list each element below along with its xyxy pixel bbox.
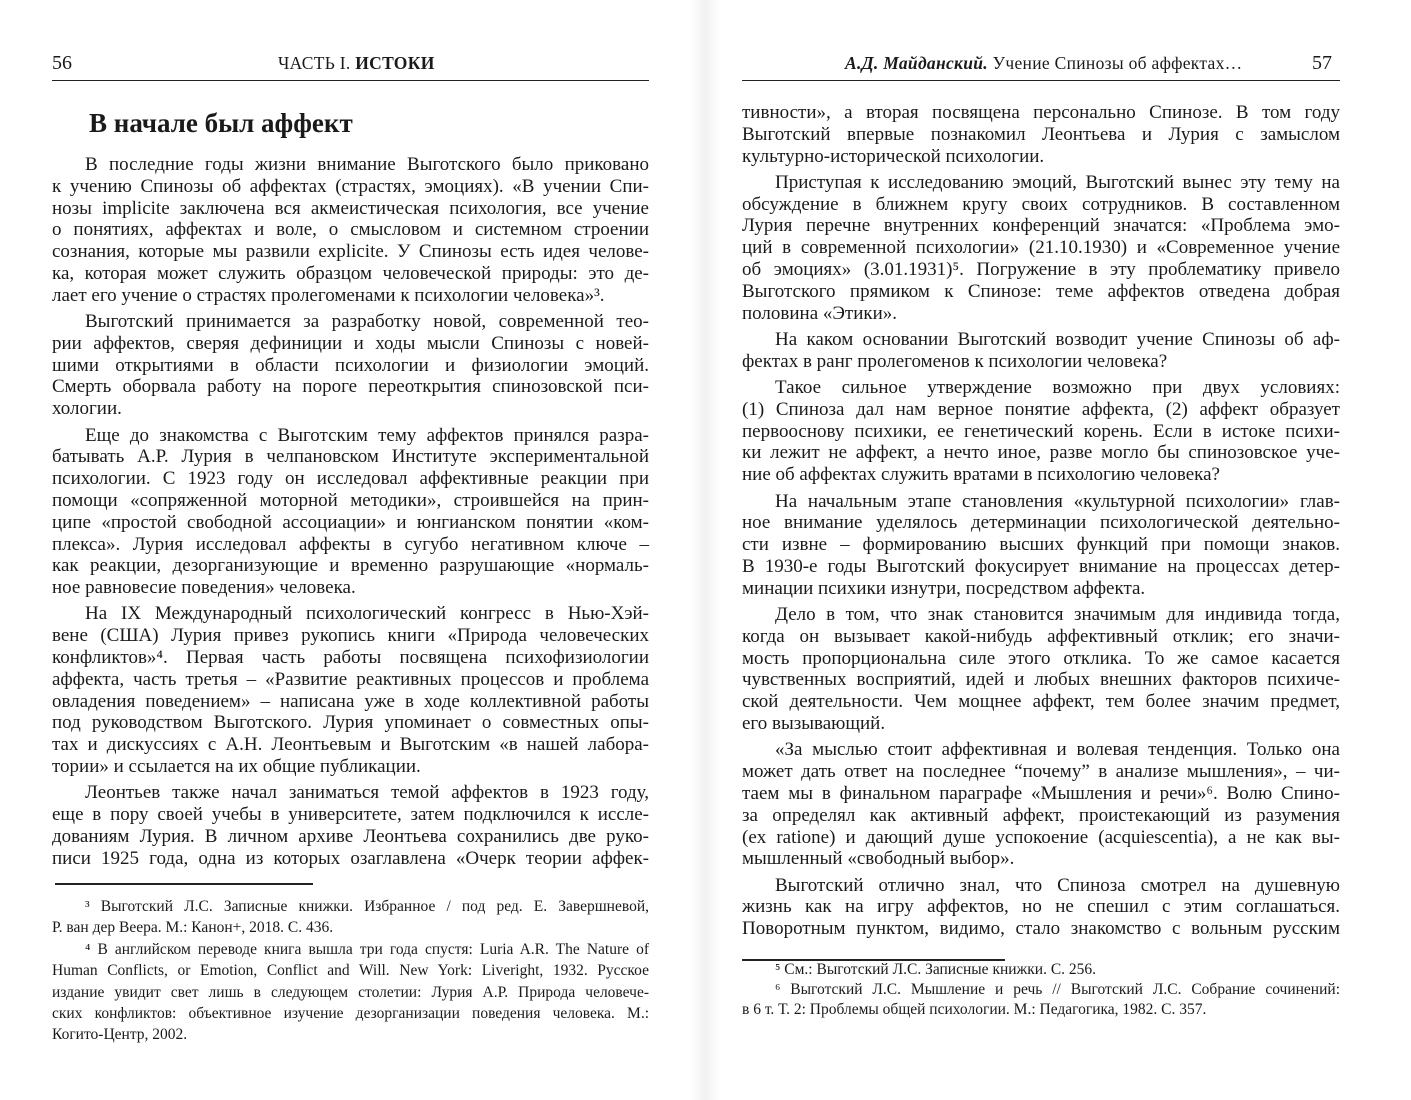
paragraph <box>52 154 649 307</box>
text-line: первооснову психики, ее генетический корень. Если в истоке психи- <box>742 420 1340 442</box>
text-line: мышленный «свободный выбор». <box>742 848 1015 870</box>
footnote-line: ³ Выготский Л.С. Записные книжки. Избранное / под ред. Е. Завершневой, <box>85 898 649 915</box>
text-line: шими открытиями в области психологии и физиологии эмоций. <box>52 354 649 376</box>
right-page <box>742 0 1340 1100</box>
text-line: под руководством Выготского. Лурия упоминает о совместных опы- <box>52 712 649 734</box>
text-line: батывать А.Р. Лурия в челпановском Институте экспериментальной <box>52 446 649 468</box>
text-line: (1) Спиноза дал нам верное понятие аффекта, (2) аффект образует <box>742 398 1340 420</box>
running-header <box>52 50 649 81</box>
book-gutter <box>690 0 720 1100</box>
text-line: ской деятельности. Чем мощнее аффект, тем более значим предмет, <box>742 691 1340 713</box>
page-number: 56 <box>52 52 72 74</box>
text-line: о понятиях, аффектах и воле, о смысловом и системном строении <box>52 219 649 241</box>
footnote-rule <box>55 883 313 885</box>
paragraph <box>742 172 1340 325</box>
text-line: помощи «сопряженной моторной методики», строившейся на прин- <box>52 489 649 511</box>
paragraph <box>52 311 649 420</box>
text-line: Смерть оборвала работу на пороге переоткрытия спинозовской пси- <box>52 376 649 398</box>
footnote <box>742 960 1340 980</box>
footnote <box>52 939 649 1046</box>
running-head <box>278 53 435 74</box>
text-line: Дело в том, что знак становится значимым для индивида тогда, <box>775 604 1340 626</box>
running-head-author: А.Д. Майданский. <box>845 53 988 73</box>
page-number: 57 <box>1312 52 1332 74</box>
text-line: фектах в ранг пролегоменов к психологии человека? <box>742 350 1168 372</box>
text-line: ципе «простой свободной ассоциации» и юнгианском понятии «ком- <box>52 511 649 533</box>
left-page <box>52 0 649 1100</box>
text-line: сти извне – формированию высших функций при помощи знаков. <box>742 534 1340 556</box>
text-line: На начальным этапе становления «культурной психологии» глав- <box>775 490 1340 512</box>
text-line: культурно-исторической психологии. <box>742 145 1045 167</box>
text-line: ное внимание уделялось детерминации психологической деятельно- <box>742 512 1340 534</box>
paragraph <box>742 875 1340 940</box>
text-line: Такое сильное утверждение возможно при двух условиях: <box>775 377 1340 399</box>
text-line: В 1930-е годы Выготский фокусирует внимание на процессах детер- <box>742 555 1340 577</box>
text-line: ние об аффектах служить вратами в психологию человека? <box>742 464 1220 486</box>
text-line: ка, которая может служить образцом человеческой природы: это де- <box>52 262 649 284</box>
text-line: об эмоциях» (3.01.1931)⁵. Погружение в эту проблематику привело <box>742 259 1340 281</box>
body-text <box>742 102 1340 940</box>
text-line: еще в пору своей учебы в университете, затем подключился к иссле- <box>52 804 649 826</box>
paragraph <box>742 604 1340 735</box>
text-line: В последние годы жизни внимание Выготского было приковано <box>85 154 649 175</box>
body-text <box>52 154 649 870</box>
footnote-line: ⁵ См.: Выготский Л.С. Записные книжки. С. 256. <box>775 961 1097 978</box>
text-line: когда он вызывает какой-нибудь аффективный отклик; его значи- <box>742 625 1340 647</box>
paragraph <box>52 603 649 777</box>
footnote-line: Human Conflicts, or Emotion, Conflict and Will. New York: Liveright, 1932. Русское <box>52 962 649 980</box>
text-line: чувственных восприятий, идей и любых внешних факторов психиче- <box>742 669 1340 691</box>
text-line: Еще до знакомства с Выготским тему аффектов принялся разра- <box>85 424 649 446</box>
running-head <box>845 53 1242 74</box>
text-line: как реакции, дезорганизующие и временно разрушающие «нормаль- <box>52 555 649 577</box>
text-line: половина «Этики». <box>742 302 898 324</box>
text-line: овладения поведением» – написана уже в ходе коллективной работы <box>52 690 649 712</box>
running-head-title: ИСТОКИ <box>355 53 435 73</box>
text-line: хологии. <box>52 398 122 420</box>
text-line: вене (США) Лурия привез рукопись книги «Природа человеческих <box>52 625 649 647</box>
paragraph <box>52 782 649 869</box>
text-line: Выготский принимается за разработку новой, современной тео- <box>85 311 649 333</box>
text-line: лает его учение о страстях пролегоменами к психологии человека»³. <box>52 284 605 306</box>
text-line: психологии. С 1923 году он исследовал аффективные реакции при <box>52 468 649 490</box>
text-line: конфликтов»⁴. Первая часть работы посвящена психофизиологии <box>52 647 649 669</box>
footnote <box>52 896 649 939</box>
footnote-line: Когито-Центр, 2002. <box>52 1026 188 1044</box>
text-line: Поворотным пунктом, видимо, стало знакомство с вольным русским <box>742 918 1340 940</box>
text-line: На IX Международный психологический конгресс в Нью-Хэй- <box>85 603 649 625</box>
text-line: На каком основании Выготский возводит учение Спинозы об аф- <box>775 328 1340 350</box>
text-line: плекса». Лурия исследовал аффекты в сугубо негативном ключе – <box>52 533 649 555</box>
footnote-line: ⁴ В английском переводе книга вышла три года спустя: Luria A.R. The Nature of <box>85 940 649 958</box>
text-line: может дать ответ на последнее “почему” в анализе мышления», – чи- <box>742 761 1340 783</box>
footnote-line: ⁶ Выготский Л.С. Мышление и речь // Выготский Л.С. Собрание сочинений: <box>775 981 1340 998</box>
text-line: жизнь как на игру аффектов, но не спешил с этим соглашаться. <box>742 896 1340 918</box>
footnote-line: ских конфликтов: объективное изучение дезорганизации поведения человека. М.: <box>52 1005 649 1023</box>
text-line: тории» и ссылается на их общие публикации. <box>52 756 421 778</box>
footnote-line: в 6 т. Т. 2: Проблемы общей психологии. М.: Педагогика, 1982. С. 357. <box>742 1001 1207 1018</box>
text-line: мость пропорциональна силе этого отклика. То же самое касается <box>742 647 1340 669</box>
text-line: Выготский отлично знал, что Спиноза смотрел на душевную <box>775 874 1340 896</box>
text-line: дованиям Лурия. В личном архиве Леонтьева сохранились две руко- <box>52 825 649 847</box>
section-heading: В начале был аффект <box>89 108 353 138</box>
text-line: аффекта, часть третья – «Развитие реактивных процессов и проблема <box>52 668 649 690</box>
text-line: Приступая к исследованию эмоций, Выготский вынес эту тему на <box>775 171 1340 193</box>
paragraph <box>52 425 649 599</box>
running-head-title: Учение Спинозы об аффектах… <box>992 53 1243 73</box>
text-line: к учению Спинозы об аффектах (страстях, эмоциях). «В учении Спи- <box>52 175 649 197</box>
text-line: Выготского прямиком к Спинозе: теме аффектов отведена добрая <box>742 280 1340 302</box>
paragraph <box>742 329 1340 373</box>
text-line: минации психики изнутри, посредством аффекта. <box>742 577 1146 599</box>
text-line: «За мыслью стоит аффективная и волевая тенденция. Только она <box>775 739 1340 761</box>
footnotes <box>742 960 1340 1020</box>
paragraph <box>742 377 1340 486</box>
text-line: нозы implicite заключена вся акмеистическая психология, все учение <box>52 197 649 219</box>
text-line: сознания, которые мы развили explicite. У Спинозы есть идея челове- <box>52 241 649 263</box>
footnotes <box>52 896 649 1046</box>
text-line: ки лежит не аффект, а нечто иное, разве могло бы спинозовское уче- <box>742 442 1340 464</box>
paragraph <box>742 102 1340 167</box>
text-line: Выготский впервые познакомил Леонтьева и Лурия с замыслом <box>742 123 1340 145</box>
text-line: таем мы в финальном параграфе «Мышления и речи»⁶. Волю Спино- <box>742 782 1340 804</box>
text-line: рии аффектов, сверяя дефиниции и ходы мысли Спинозы с новей- <box>52 332 649 354</box>
text-line: обсуждение в ближнем кругу своих сотрудников. В составленном <box>742 193 1340 215</box>
text-line: писи 1925 года, одна из которых озаглавлена «Очерк теории аффек- <box>52 847 649 869</box>
footnote-line: Р. ван дер Веера. М.: Канон+, 2018. С. 436. <box>52 919 334 937</box>
text-line: тах и дискуссиях с А.Н. Леонтьевым и Выготским «в нашей лабора- <box>52 734 649 756</box>
text-line: (ex ratione) и дающий душе успокоение (acquiescentia), а не как вы- <box>742 826 1340 848</box>
running-head-part: ЧАСТЬ I. <box>278 53 351 73</box>
running-header <box>742 50 1340 81</box>
footnote-line: издание увидит свет лишь в следующем столетии: Лурия А.Р. Природа человече- <box>52 983 649 1001</box>
text-line: за определял как активный аффект, проистекающий из разумения <box>742 804 1340 826</box>
text-line: тивности», а вторая посвящена персонально Спинозе. В том году <box>742 102 1340 123</box>
text-line: Леонтьев также начал заниматься темой аффектов в 1923 году, <box>85 782 649 804</box>
paragraph <box>742 739 1340 870</box>
text-line: ное равновесие поведения» человека. <box>52 577 356 599</box>
text-line: Лурия перечне внутренних конференций значатся: «Проблема эмо- <box>742 215 1340 237</box>
text-line: его вызывающий. <box>742 713 886 735</box>
paragraph <box>742 491 1340 600</box>
footnote <box>742 980 1340 1020</box>
text-line: ций в современной психологии» (21.10.1930) и «Современное учение <box>742 237 1340 259</box>
